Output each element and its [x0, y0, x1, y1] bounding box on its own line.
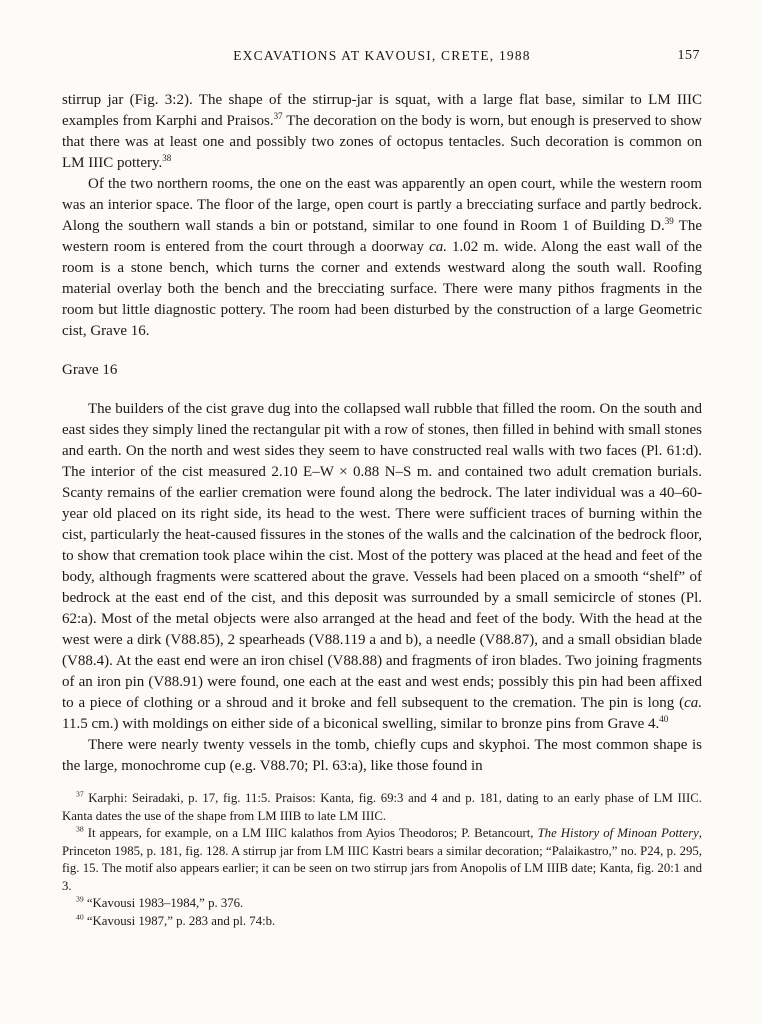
footnotes: [62, 790, 702, 930]
page-body: [62, 90, 702, 777]
paragraph-vessels: There were nearly twenty vessels in the tomb, chiefly cups and skyphoi. The most common shape is the large, monochrome cup (e.g. V88.70; Pl. 63:a), like those found in: [62, 737, 702, 774]
running-title: EXCAVATIONS AT KAVOUSI, CRETE, 1988: [233, 48, 531, 63]
footnote-38: $^{38}$ It appears, for example, on a LM IIIC kalathos from Ayios Theodoros; P. Betancourt, The History of Minoan Pottery, Princeton 1985, p. 181, fig. 128. A stirrup jar from LM IIIC Kastri bears a similar decoration; “Palaikastro,” no. P24, p. 295, fig. 15. The motif also appears earlier; it can be seen on two stirrup jars from Anopolis of LM IIIB date; Kanta, fig. 20:1 and 3.: [62, 824, 702, 893]
footnote-37: $^{37}$ Karphi: Seiradaki, p. 17, fig. 11:5. Praisos: Kanta, fig. 69:3 and 4 and p. 181, dating to an early phase of LM IIIC. Kanta dates the use of the shape from LM IIIB to late LM IIIC.: [62, 789, 702, 823]
paragraph-northern-rooms: Of the two northern rooms, the one on the east was apparently an open court, while the western room was an interior space. The floor of the large, open court is partly a brecciating surface and partly bedrock. Along the southern wall stands a bin or potstand, similar to one found in Room 1 of Building D.$^{39}$ The western room is entered from the court through a doorway ca. 1.02 m. wide. Along the east wall of the room is a stone bench, which turns the corner and extends westward along the south wall. Roofing material overlay both the bench and the brecciating surface. There were many pithos fragments in the room but little diagnostic pottery. The room had been disturbed by the construction of a large Geometric cist, Grave 16.: [62, 176, 702, 339]
section-heading-grave-16: Grave 16: [62, 362, 118, 378]
footnote-40: $^{40}$ “Kavousi 1987,” p. 283 and pl. 74:b.: [76, 912, 276, 928]
page-header: [62, 48, 702, 66]
footnote-39: $^{39}$ “Kavousi 1983–1984,” p. 376.: [76, 894, 244, 910]
paragraph-stirrup-jar: stirrup jar (Fig. 3:2). The shape of the stirrup-jar is squat, with a large flat base, similar to LM IIIC examples from Karphi and Praisos.$^{37}$ The decoration on the body is worn, but enough is preserved to show that there was at least one and possibly two zones of octopus tentacles. Such decoration is common on LM IIIC pottery.$^{38}$: [62, 92, 703, 171]
paragraph-cist-grave: The builders of the cist grave dug into the collapsed wall rubble that filled the room. On the south and east sides they simply lined the rectangular pit with a row of stones, then filled in behind with small stones and earth. On the north and west sides they seem to have constructed real walls with two faces (Pl. 61:d). The interior of the cist measured 2.10 E–W × 0.88 N–S m. and contained two adult cremation burials. Scanty remains of the earlier cremation were found along the bedrock. The later individual was a 40–60-year old placed on its right side, its head to the west. There were sufficient traces of burning within the cist, particularly the heat-caused fissures in the stones of the walls and the calcination of the bedrock floor, to show that cremation took place wihin the cist. Most of the pottery was placed at the head and feet of the body, although fragments were scattered about the grave. Vessels had been placed on a smooth “shelf” of bedrock at the east end of the cist, and this deposit was surrounded by a small semicircle of stones (Pl. 62:a). Most of the metal objects were also arranged at the head and feet of the body. With the head at the west were a dirk (V88.85), 2 spearheads (V88.119 a and b), a needle (V88.87), and a small obsidian blade (V88.4). At the east end were an iron chisel (V88.88) and fragments of iron blades. Two joining fragments of an iron pin (V88.91) were found, one each at the east and west ends; possibly this pin had been affixed to a piece of clothing or a shroud and it broke and fell subsequent to the cremation. The pin is long (ca. 11.5 cm.) with moldings on either side of a biconical swelling, similar to bronze pins from Grave 4.40: [62, 401, 702, 732]
page-number: 157: [677, 48, 700, 63]
